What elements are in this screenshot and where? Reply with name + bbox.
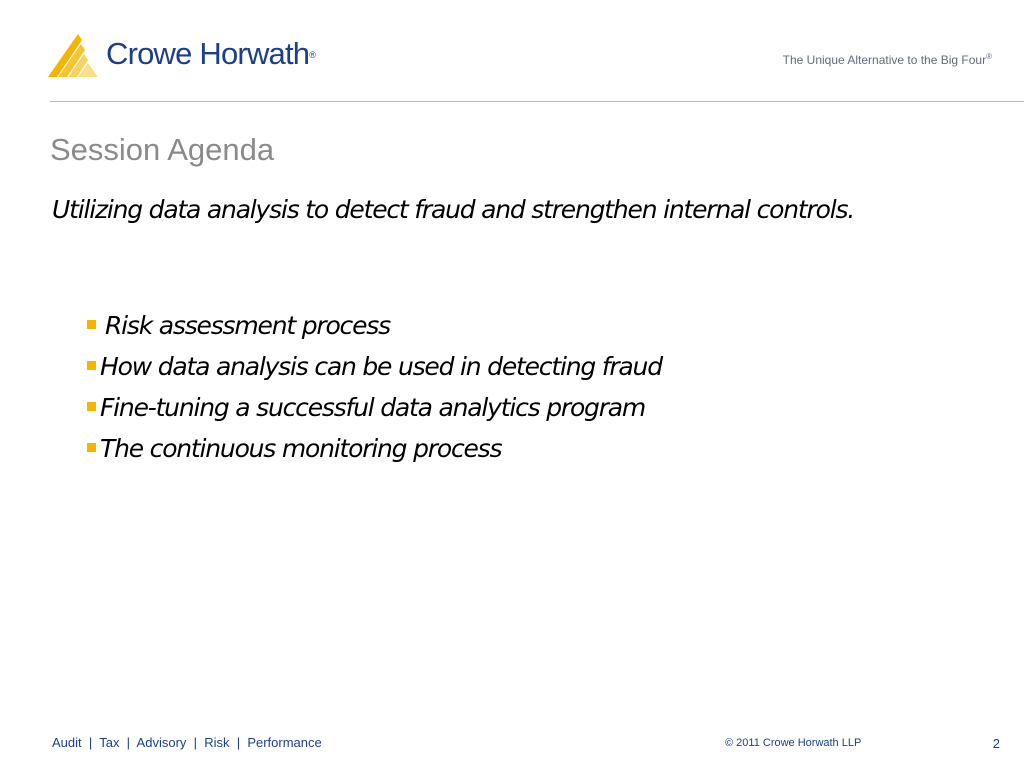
logo-wordmark: Crowe Horwath® [106,36,316,71]
tagline: The Unique Alternative to the Big Four® [782,52,992,67]
company-logo [48,30,318,80]
agenda-item [86,429,662,470]
agenda-list [86,306,662,470]
agenda-item-label: Risk assessment process [105,311,390,340]
footer-copyright: © 2011 Crowe Horwath LLP [725,737,862,749]
header-divider [50,101,1024,102]
agenda-item [86,347,662,388]
page-number: 2 [992,736,1000,751]
session-intro: Utilizing data analysis to detect fraud and strengthen internal controls. [52,195,855,224]
agenda-item-label: The continuous monitoring process [100,434,502,463]
square-bullet-icon [87,361,96,370]
slide-title: Session Agenda [50,132,275,167]
agenda-item [86,306,662,347]
footer-services: Audit | Tax | Advisory | Risk | Performance [52,735,322,750]
square-bullet-icon [87,443,96,452]
gold-flame-chevron-icon [48,30,104,80]
agenda-item-label: How data analysis can be used in detecting fraud [100,352,662,381]
agenda-item-label: Fine-tuning a successful data analytics program [100,393,646,422]
agenda-item [86,388,662,429]
square-bullet-icon [87,402,96,411]
square-bullet-icon [87,320,96,329]
